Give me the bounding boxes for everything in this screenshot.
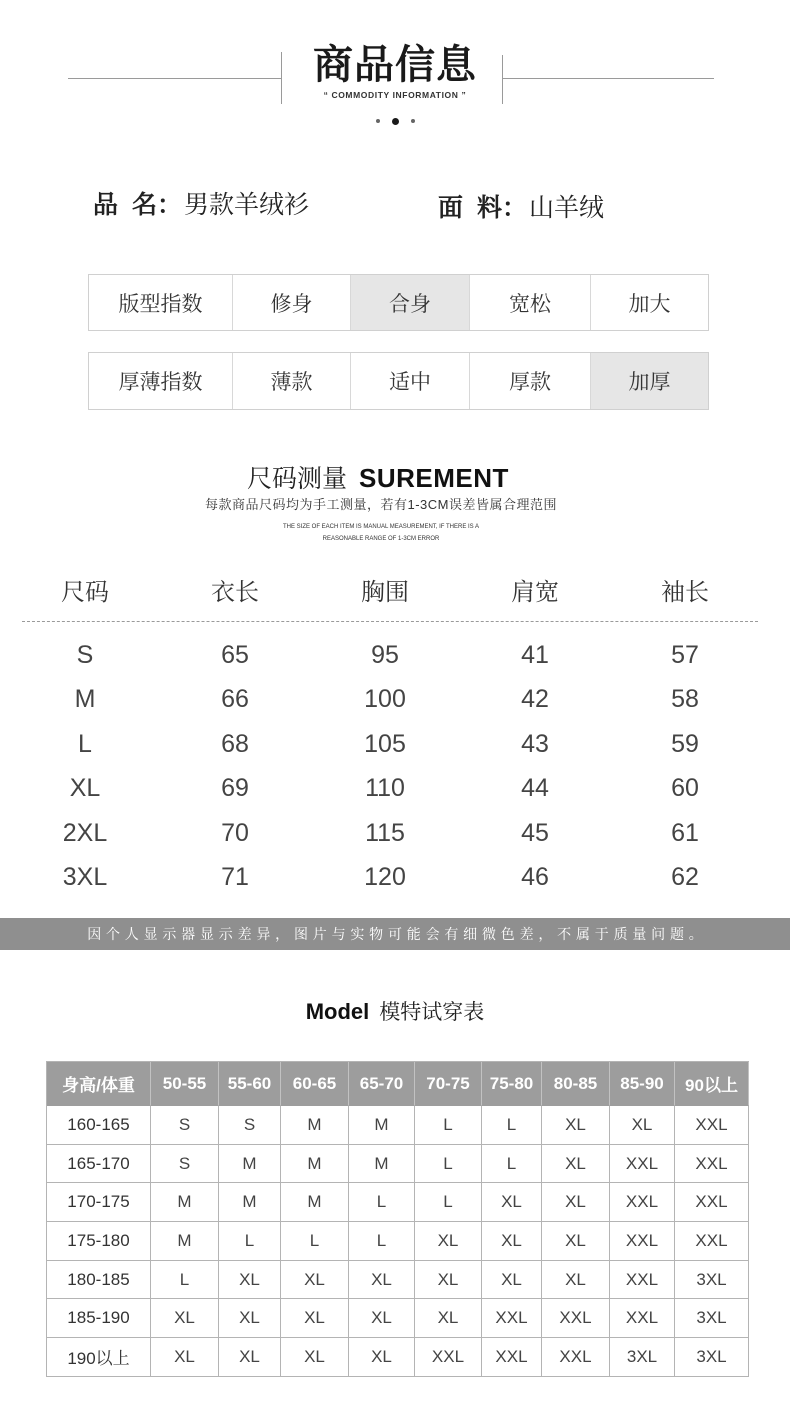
model-table-size-cell: XL xyxy=(415,1261,482,1300)
product-name-field xyxy=(93,190,309,220)
model-table-size-cell: XL xyxy=(219,1261,281,1300)
size-table-cell: M xyxy=(74,685,96,714)
model-table-header xyxy=(47,1062,749,1106)
model-table-size-cell: L xyxy=(349,1222,415,1261)
size-table-cell: 43 xyxy=(521,729,549,758)
thickness-option: 适中 xyxy=(350,353,469,409)
model-table-size-cell: XL xyxy=(281,1261,349,1300)
size-table-cell: 45 xyxy=(521,818,549,847)
model-table-weight-cell: 50-55 xyxy=(151,1062,219,1106)
model-table-row xyxy=(47,1261,749,1300)
model-table-size-cell: XXL xyxy=(675,1106,749,1145)
model-guide-title-en: Model xyxy=(305,999,370,1024)
size-guide-note-cn: 每款商品尺码均为手工测量，若有1-3CM误差皆属合理范围 xyxy=(204,497,557,512)
model-table-size-cell: XL xyxy=(281,1338,349,1377)
model-table-size-cell: L xyxy=(482,1106,542,1145)
model-table-size-cell: XL xyxy=(542,1222,610,1261)
size-table-cell: 61 xyxy=(671,818,699,847)
model-table-height-cell: 190以上 xyxy=(47,1338,151,1377)
model-table-size-cell: XXL xyxy=(415,1338,482,1377)
model-table-size-cell: XL xyxy=(542,1261,610,1300)
model-table-size-cell: L xyxy=(482,1145,542,1184)
model-table-size-cell: L xyxy=(415,1106,482,1145)
model-table-row xyxy=(47,1145,749,1184)
model-table-size-cell: S xyxy=(151,1106,219,1145)
model-table-height-cell: 180-185 xyxy=(47,1261,151,1300)
model-table-row xyxy=(47,1222,749,1261)
model-size-table xyxy=(46,1061,749,1377)
model-table-size-cell: XL xyxy=(349,1338,415,1377)
model-table-size-cell: XL xyxy=(281,1299,349,1338)
model-table-size-cell: M xyxy=(219,1145,281,1184)
model-table-size-cell: XL xyxy=(349,1261,415,1300)
size-table-cell: 120 xyxy=(364,862,406,891)
model-table-height-cell: 160-165 xyxy=(47,1106,151,1145)
model-table-size-cell: XXL xyxy=(610,1145,675,1184)
model-table-height-cell: 175-180 xyxy=(47,1222,151,1261)
fit-option: 合身 xyxy=(350,275,469,330)
model-table-weight-cell: 55-60 xyxy=(219,1062,281,1106)
size-table-cell: 41 xyxy=(521,641,549,669)
model-table-weight-cell: 80-85 xyxy=(542,1062,610,1106)
fit-index-table xyxy=(88,274,709,331)
size-table-divider xyxy=(22,621,758,622)
model-table-weight-cell: 90以上 xyxy=(675,1062,749,1106)
model-table-size-cell: 3XL xyxy=(675,1338,749,1377)
product-name-value: 男款羊绒衫 xyxy=(183,191,309,219)
model-table-size-cell: XXL xyxy=(675,1222,749,1261)
fabric-field xyxy=(438,193,604,223)
model-table-size-cell: XL xyxy=(542,1145,610,1184)
model-table-size-cell: XXL xyxy=(675,1145,749,1184)
size-table-cell: L xyxy=(78,729,92,758)
size-table-cell: 65 xyxy=(221,641,249,669)
fabric-value: 山羊绒 xyxy=(528,194,604,222)
size-table-row xyxy=(10,633,760,677)
pager-dot-active xyxy=(392,118,399,125)
model-table-size-cell: XXL xyxy=(482,1338,542,1377)
size-table-cell: XL xyxy=(69,774,101,803)
fabric-label: 面 料： xyxy=(438,194,527,222)
model-table-size-cell: L xyxy=(151,1261,219,1300)
model-table-size-cell: M xyxy=(281,1145,349,1184)
model-table-size-cell: L xyxy=(219,1222,281,1261)
pager-dot xyxy=(376,119,380,123)
model-table-weight-cell: 70-75 xyxy=(415,1062,482,1106)
size-table-cell: 66 xyxy=(221,685,249,714)
size-table-cell: 58 xyxy=(671,685,699,714)
pager-dots xyxy=(0,115,790,127)
thickness-index-table xyxy=(88,352,709,410)
page-title: 商品信息 xyxy=(313,42,477,88)
size-table-cell: 69 xyxy=(221,774,249,803)
size-guide-note-en-line2: REASONABLE RANGE OF 1-3CM ERROR xyxy=(322,536,440,542)
size-table-cell: 115 xyxy=(365,818,405,847)
model-table-height-cell: 165-170 xyxy=(47,1145,151,1184)
size-table-cell: 70 xyxy=(221,818,249,847)
model-table-weight-cell: 85-90 xyxy=(610,1062,675,1106)
model-table-weight-cell: 75-80 xyxy=(482,1062,542,1106)
model-table-size-cell: XL xyxy=(482,1261,542,1300)
model-table-size-cell: XL xyxy=(415,1222,482,1261)
model-table-size-cell: XL xyxy=(219,1338,281,1377)
model-table-size-cell: M xyxy=(281,1183,349,1222)
model-table-size-cell: M xyxy=(349,1145,415,1184)
model-table-size-cell: XL xyxy=(542,1183,610,1222)
size-table-header-cell: 衣长 xyxy=(211,579,259,606)
model-table-weight-cell: 65-70 xyxy=(349,1062,415,1106)
size-table-cell: 71 xyxy=(221,862,249,891)
size-guide-title xyxy=(247,462,509,499)
model-guide-title-cn: 模特试穿表 xyxy=(379,1001,485,1024)
model-table-size-cell: S xyxy=(219,1106,281,1145)
model-table-size-cell: M xyxy=(281,1106,349,1145)
size-table-cell: 60 xyxy=(671,774,699,803)
model-table-size-cell: XXL xyxy=(610,1183,675,1222)
product-name-label: 品 名： xyxy=(93,191,182,219)
model-table-size-cell: XL xyxy=(542,1106,610,1145)
size-table-cell: 46 xyxy=(521,862,549,891)
model-table-size-cell: L xyxy=(349,1183,415,1222)
thickness-option: 薄款 xyxy=(232,353,350,409)
model-table-row xyxy=(47,1299,749,1338)
model-table-size-cell: XL xyxy=(151,1338,219,1377)
size-table-row xyxy=(10,722,760,766)
size-table-cell: 95 xyxy=(371,641,399,669)
thickness-option: 厚款 xyxy=(469,353,590,409)
size-table-cell: 59 xyxy=(671,729,699,758)
model-table-size-cell: 3XL xyxy=(675,1261,749,1300)
fit-option: 宽松 xyxy=(469,275,590,330)
size-table-cell: 2XL xyxy=(62,818,108,847)
size-table-cell: 105 xyxy=(364,729,406,758)
model-table-size-cell: 3XL xyxy=(610,1338,675,1377)
model-table-size-cell: S xyxy=(151,1145,219,1184)
model-table-size-cell: XXL xyxy=(610,1222,675,1261)
fit-option: 修身 xyxy=(232,275,350,330)
model-table-size-cell: XL xyxy=(482,1183,542,1222)
size-table-row xyxy=(10,677,760,721)
model-table-size-cell: XL xyxy=(151,1299,219,1338)
size-table-cell: 68 xyxy=(221,729,249,758)
model-table-size-cell: M xyxy=(151,1222,219,1261)
model-table-size-cell: L xyxy=(415,1145,482,1184)
model-guide-title xyxy=(0,998,790,1029)
model-table-height-cell: 185-190 xyxy=(47,1299,151,1338)
model-table-size-cell: XL xyxy=(219,1299,281,1338)
model-table-row xyxy=(47,1338,749,1377)
page-subtitle: “ COMMODITY INFORMATION ” xyxy=(323,90,467,100)
model-table-weight-cell: 60-65 xyxy=(281,1062,349,1106)
model-table-size-cell: XXL xyxy=(482,1299,542,1338)
fit-index-label: 版型指数 xyxy=(118,292,203,316)
model-table-size-cell: XL xyxy=(349,1299,415,1338)
model-table-size-cell: M xyxy=(151,1183,219,1222)
model-table-corner-cell: 身高/体重 xyxy=(47,1062,151,1106)
model-table-size-cell: XXL xyxy=(542,1299,610,1338)
size-guide-title-cn: 尺码测量 xyxy=(247,465,348,493)
model-table-size-cell: XL xyxy=(610,1106,675,1145)
size-table-row xyxy=(10,855,760,899)
model-table-size-cell: XL xyxy=(482,1222,542,1261)
size-table-row xyxy=(10,811,760,855)
fit-option: 加大 xyxy=(590,275,708,330)
model-table-size-cell: L xyxy=(281,1222,349,1261)
thickness-index-label: 厚薄指数 xyxy=(118,371,203,394)
model-table-row xyxy=(47,1106,749,1145)
size-table-header-cell: 胸围 xyxy=(361,579,409,606)
model-table-height-cell: 170-175 xyxy=(47,1183,151,1222)
model-table-size-cell: XXL xyxy=(610,1299,675,1338)
model-table-size-cell: XXL xyxy=(610,1261,675,1300)
size-table-header xyxy=(10,577,760,609)
model-table-size-cell: 3XL xyxy=(675,1299,749,1338)
model-table-size-cell: XXL xyxy=(542,1338,610,1377)
model-table-size-cell: XL xyxy=(415,1299,482,1338)
size-table-cell: 42 xyxy=(521,685,549,714)
model-table-size-cell: M xyxy=(219,1183,281,1222)
model-table-size-cell: L xyxy=(415,1183,482,1222)
color-disclaimer-banner: 因个人显示器显示差异，图片与实物可能会有细微色差，不属于质量问题。 xyxy=(0,918,790,950)
size-table-header-cell: 肩宽 xyxy=(511,579,559,606)
size-table-cell: 62 xyxy=(671,862,699,891)
size-guide-note-en-line1: THE SIZE OF EACH ITEM IS MANUAL MEASUREMENT, IF THERE IS A xyxy=(282,524,480,530)
model-table-size-cell: XXL xyxy=(675,1183,749,1222)
size-table-cell: 100 xyxy=(364,685,406,714)
size-table-cell: 57 xyxy=(671,641,699,669)
size-table-cell: S xyxy=(76,641,94,669)
size-table-header-cell: 尺码 xyxy=(61,579,109,606)
pager-dot xyxy=(411,119,415,123)
size-table xyxy=(10,633,760,899)
size-table-cell: 3XL xyxy=(62,862,108,891)
model-table-row xyxy=(47,1183,749,1222)
size-guide-title-en: SUREMENT xyxy=(359,463,509,493)
size-table-cell: 44 xyxy=(521,774,549,803)
size-table-header-cell: 袖长 xyxy=(661,579,709,606)
size-table-cell: 110 xyxy=(365,774,405,803)
model-table-size-cell: M xyxy=(349,1106,415,1145)
thickness-option: 加厚 xyxy=(590,353,708,409)
size-table-row xyxy=(10,766,760,810)
